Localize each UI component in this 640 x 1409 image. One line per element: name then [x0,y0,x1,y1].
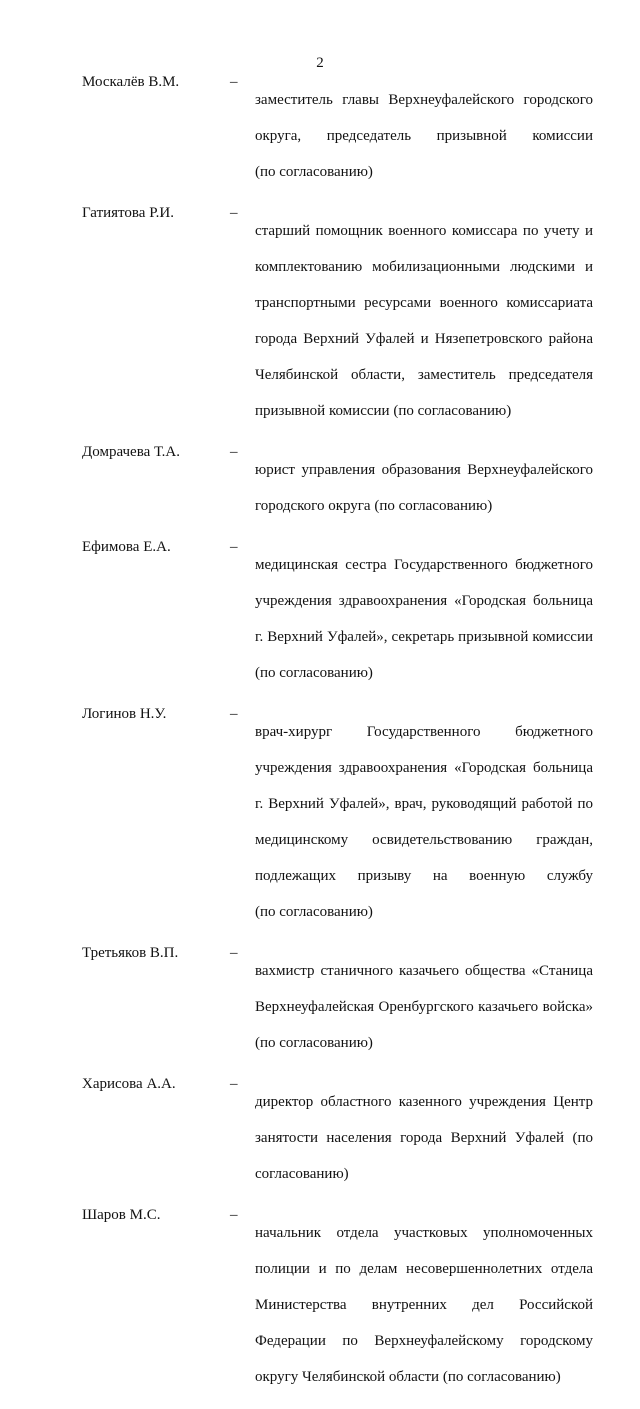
member-dash: – [230,1207,238,1223]
member-row [0,1075,640,1201]
member-row [0,705,640,939]
member-position [255,944,593,1070]
position-line: директор областного казенного учреждения Центр [255,1094,593,1110]
member-row [0,944,640,1070]
position-line: согласованию) [255,1166,349,1182]
member-position [255,705,593,939]
position-line: заместитель главы Верхнеуфалейского городского [255,92,593,108]
member-name: Домрачева Т.А. [82,444,180,460]
member-name: Харисова А.А. [82,1076,176,1092]
position-line: занятости населения города Верхний Уфалей (по [255,1130,593,1146]
member-name: Логинов Н.У. [82,706,167,722]
position-line: юрист управления образования Верхнеуфалейского [255,462,593,478]
position-line: г. Верхний Уфалей», врач, руководящий работой по [255,796,593,812]
position-line: врач-хирург Государственного бюджетного [255,724,593,740]
member-row [0,538,640,700]
position-line: (по согласованию) [255,164,373,180]
member-name: Москалёв В.М. [82,74,180,90]
member-dash: – [230,205,238,221]
member-row [0,204,640,438]
member-position [255,1075,593,1201]
position-line: (по согласованию) [255,665,373,681]
position-line: (по согласованию) [255,904,373,920]
position-line: полиции и по делам несовершеннолетних отдела [255,1261,593,1277]
member-dash: – [230,945,238,961]
member-position [255,538,593,700]
position-line: вахмистр станичного казачьего общества «Станица [255,963,593,979]
position-line: Министерства внутренних дел Российской [255,1297,593,1313]
member-row [0,73,640,199]
position-line: старший помощник военного комиссара по учету и [255,223,593,239]
position-line: Челябинской области, заместитель председателя [255,367,593,383]
member-name: Третьяков В.П. [82,945,179,961]
position-line: округа, председатель призывной комиссии [255,128,593,144]
position-line: учреждения здравоохранения «Городская больница [255,760,593,776]
member-dash: – [230,706,238,722]
position-line: медицинская сестра Государственного бюджетного [255,557,593,573]
position-line: городского округа (по согласованию) [255,498,493,514]
member-row [0,1206,640,1404]
member-dash: – [230,1076,238,1092]
position-line: города Верхний Уфалей и Нязепетровского района [255,331,593,347]
position-line: Верхнеуфалейская Оренбургского казачьего войска» [255,999,593,1015]
member-name: Ефимова Е.А. [82,539,171,555]
member-row [0,443,640,533]
member-dash: – [230,444,238,460]
commission-members-list [0,73,640,1409]
position-line: транспортными ресурсами военного комиссариата [255,295,593,311]
position-line: медицинскому освидетельствованию граждан, [255,832,593,848]
page-number: 2 [316,55,324,71]
member-position [255,204,593,438]
member-name: Шаров М.С. [82,1207,161,1223]
position-line: подлежащих призыву на военную службу [255,868,593,884]
position-line: (по согласованию) [255,1035,373,1051]
position-line: учреждения здравоохранения «Городская больница [255,593,593,609]
member-name: Гатиятова Р.И. [82,205,174,221]
position-line: комплектованию мобилизационными людскими и [255,259,593,275]
position-line: г. Верхний Уфалей», секретарь призывной комиссии [255,629,593,645]
position-line: призывной комиссии (по согласованию) [255,403,512,419]
member-position [255,443,593,533]
member-dash: – [230,539,238,555]
position-line: округу Челябинской области (по согласованию) [255,1369,561,1385]
member-position [255,1206,593,1404]
member-position [255,73,593,199]
position-line: Федерации по Верхнеуфалейскому городскому [255,1333,593,1349]
member-dash: – [230,74,238,90]
position-line: начальник отдела участковых уполномоченных [255,1225,593,1241]
